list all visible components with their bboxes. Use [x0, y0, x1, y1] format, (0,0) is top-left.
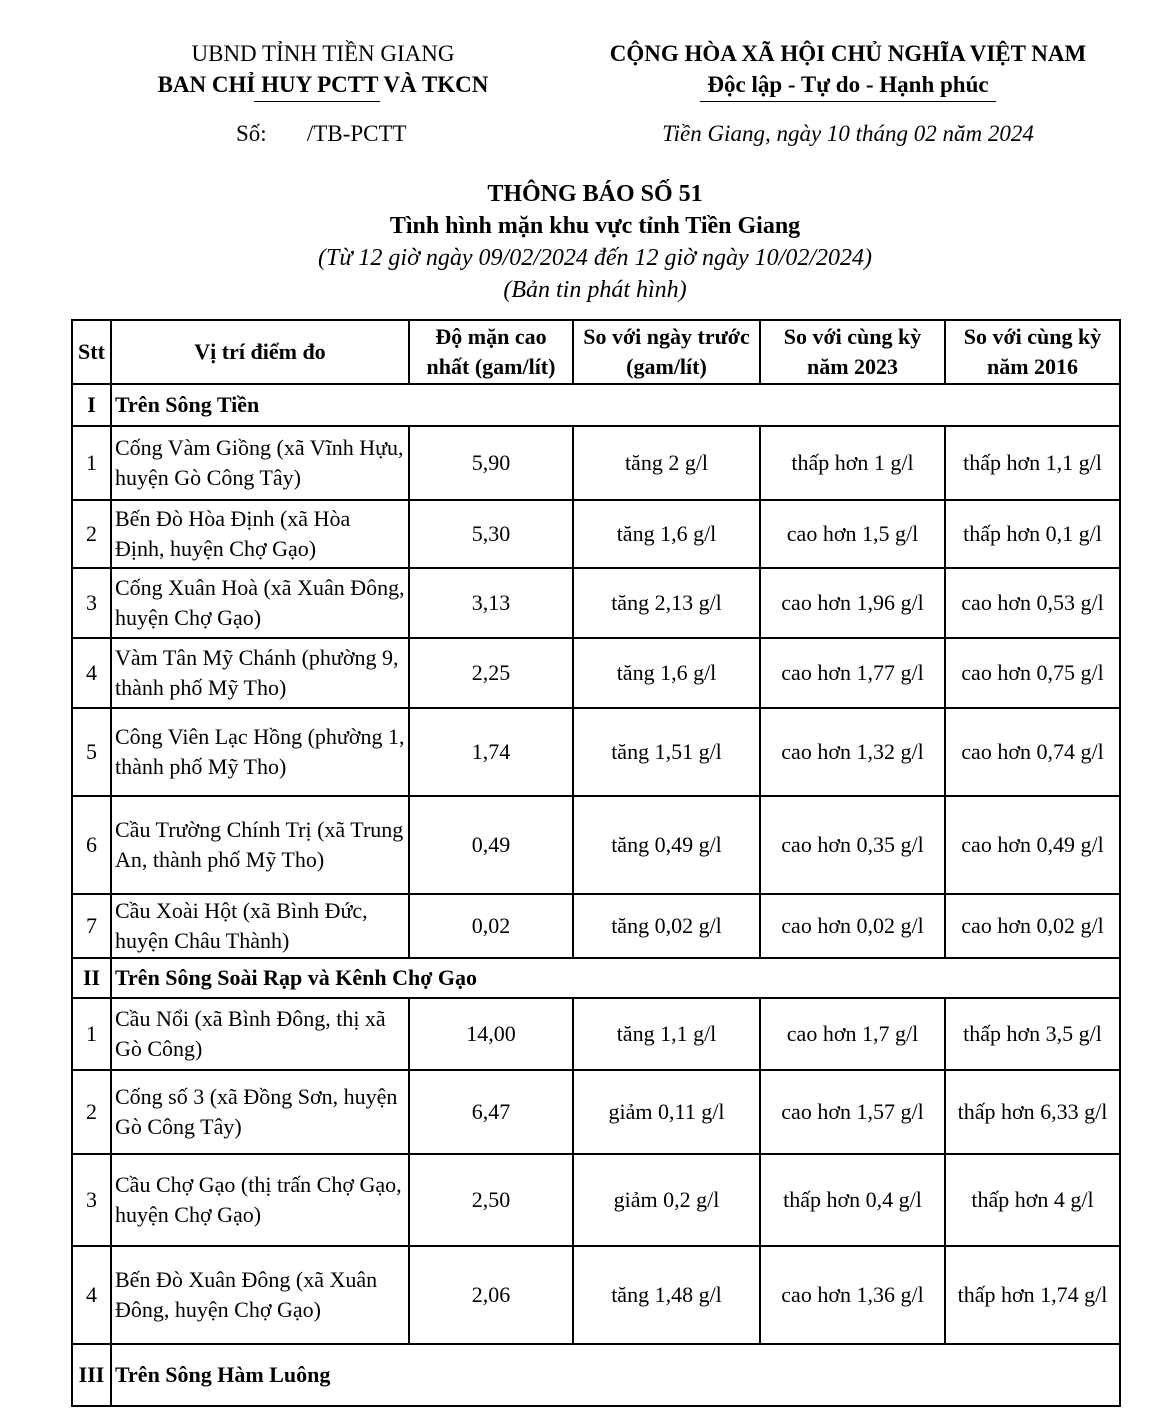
- cell-vs-previous-day: tăng 1,6 g/l: [573, 500, 760, 568]
- table-row: [72, 638, 1120, 708]
- cell-location: Cầu Chợ Gạo (thị trấn Chợ Gạo, huyện Chợ Gạo): [111, 1154, 409, 1246]
- cell-vs-previous-day: tăng 0,02 g/l: [573, 894, 760, 958]
- authority-line-1: UBND TỈNH TIỀN GIANG: [191, 41, 455, 66]
- table-row: [72, 1246, 1120, 1344]
- salinity-table: [71, 319, 1121, 1407]
- table-row: [72, 426, 1120, 500]
- cell-vs-2016: thấp hơn 1,74 g/l: [945, 1246, 1120, 1344]
- document-number: Số: /TB-PCTT: [236, 121, 407, 146]
- cell-stt: 2: [72, 500, 111, 568]
- cell-location: Vàm Tân Mỹ Chánh (phường 9, thành phố Mỹ Tho): [111, 638, 409, 708]
- cell-vs-2016: cao hơn 0,74 g/l: [945, 708, 1120, 796]
- cell-location: Công Viên Lạc Hồng (phường 1, thành phố Mỹ Tho): [111, 708, 409, 796]
- cell-vs-previous-day: giảm 0,2 g/l: [573, 1154, 760, 1246]
- section-row: [72, 958, 1120, 998]
- cell-max-salinity: 5,30: [409, 500, 573, 568]
- cell-stt: 3: [72, 1154, 111, 1246]
- col-header-vs-previous-day: So với ngày trước (gam/lít): [573, 320, 760, 384]
- authority-underline: [254, 101, 380, 102]
- section-number: III: [72, 1344, 111, 1406]
- table-row: [72, 894, 1120, 958]
- cell-vs-2023: cao hơn 1,57 g/l: [760, 1070, 945, 1154]
- cell-vs-2023: cao hơn 0,35 g/l: [760, 796, 945, 894]
- cell-stt: 7: [72, 894, 111, 958]
- table-row: [72, 568, 1120, 638]
- cell-stt: 4: [72, 638, 111, 708]
- cell-vs-2023: cao hơn 1,7 g/l: [760, 998, 945, 1070]
- cell-vs-2016: cao hơn 0,02 g/l: [945, 894, 1120, 958]
- cell-max-salinity: 0,02: [409, 894, 573, 958]
- section-row: [72, 384, 1120, 426]
- motto-underline: [700, 101, 996, 102]
- col-header-location: Vị trí điểm đo: [111, 320, 409, 384]
- cell-vs-previous-day: tăng 1,48 g/l: [573, 1246, 760, 1344]
- notice-edition: (Bản tin phát hình): [503, 277, 687, 303]
- notice-title: THÔNG BÁO SỐ 51: [487, 181, 703, 207]
- cell-vs-2016: cao hơn 0,75 g/l: [945, 638, 1120, 708]
- cell-stt: 3: [72, 568, 111, 638]
- nation-line-2: Độc lập - Tự do - Hạnh phúc: [707, 72, 989, 97]
- cell-vs-previous-day: tăng 1,6 g/l: [573, 638, 760, 708]
- cell-max-salinity: 3,13: [409, 568, 573, 638]
- cell-location: Bến Đò Xuân Đông (xã Xuân Đông, huyện Chợ Gạo): [111, 1246, 409, 1344]
- cell-vs-previous-day: tăng 0,49 g/l: [573, 796, 760, 894]
- cell-vs-2016: thấp hơn 6,33 g/l: [945, 1070, 1120, 1154]
- cell-max-salinity: 1,74: [409, 708, 573, 796]
- table-row: [72, 708, 1120, 796]
- col-header-vs-2023: So với cùng kỳ năm 2023: [760, 320, 945, 384]
- cell-vs-previous-day: tăng 1,51 g/l: [573, 708, 760, 796]
- cell-location: Bến Đò Hòa Định (xã Hòa Định, huyện Chợ Gạo): [111, 500, 409, 568]
- cell-stt: 2: [72, 1070, 111, 1154]
- cell-max-salinity: 0,49: [409, 796, 573, 894]
- cell-location: Cống số 3 (xã Đồng Sơn, huyện Gò Công Tây): [111, 1070, 409, 1154]
- cell-vs-previous-day: tăng 1,1 g/l: [573, 998, 760, 1070]
- cell-max-salinity: 6,47: [409, 1070, 573, 1154]
- issuing-authority: [118, 38, 528, 100]
- section-number: II: [72, 958, 111, 998]
- cell-stt: 4: [72, 1246, 111, 1344]
- cell-location: Cầu Trường Chính Trị (xã Trung An, thành phố Mỹ Tho): [111, 796, 409, 894]
- col-header-max-salinity: Độ mặn cao nhất (gam/lít): [409, 320, 573, 384]
- cell-location: Cầu Nổi (xã Bình Đông, thị xã Gò Công): [111, 998, 409, 1070]
- cell-vs-2016: cao hơn 0,49 g/l: [945, 796, 1120, 894]
- notice-subtitle: Tình hình mặn khu vực tỉnh Tiền Giang: [389, 213, 801, 239]
- table-row: [72, 1154, 1120, 1246]
- cell-location: Cống Xuân Hoà (xã Xuân Đông, huyện Chợ Gạo): [111, 568, 409, 638]
- notice-title-block: [70, 178, 1120, 306]
- cell-max-salinity: 2,06: [409, 1246, 573, 1344]
- authority-line-2: BAN CHỈ HUY PCTT VÀ TKCN: [157, 72, 489, 97]
- table-row: [72, 500, 1120, 568]
- table-row: [72, 1070, 1120, 1154]
- col-header-vs-2016: So với cùng kỳ năm 2016: [945, 320, 1120, 384]
- table-row: [72, 998, 1120, 1070]
- cell-vs-2023: cao hơn 1,77 g/l: [760, 638, 945, 708]
- cell-stt: 1: [72, 998, 111, 1070]
- cell-vs-2016: thấp hơn 1,1 g/l: [945, 426, 1120, 500]
- section-number: I: [72, 384, 111, 426]
- section-title: Trên Sông Hàm Luông: [111, 1344, 1120, 1406]
- cell-vs-2016: thấp hơn 4 g/l: [945, 1154, 1120, 1246]
- cell-max-salinity: 2,50: [409, 1154, 573, 1246]
- notice-period: (Từ 12 giờ ngày 09/02/2024 đến 12 giờ ngày 10/02/2024): [317, 245, 872, 271]
- col-header-stt: Stt: [72, 320, 111, 384]
- cell-stt: 5: [72, 708, 111, 796]
- section-title: Trên Sông Tiền: [111, 384, 1120, 426]
- cell-max-salinity: 14,00: [409, 998, 573, 1070]
- table-row: [72, 796, 1120, 894]
- section-title: Trên Sông Soài Rạp và Kênh Chợ Gạo: [111, 958, 1120, 998]
- cell-vs-2016: thấp hơn 3,5 g/l: [945, 998, 1120, 1070]
- cell-location: Cống Vàm Giồng (xã Vĩnh Hựu, huyện Gò Công Tây): [111, 426, 409, 500]
- cell-max-salinity: 5,90: [409, 426, 573, 500]
- place-and-date: Tiền Giang, ngày 10 tháng 02 năm 2024: [662, 121, 1034, 146]
- cell-location: Cầu Xoài Hột (xã Bình Đức, huyện Châu Thành): [111, 894, 409, 958]
- cell-stt: 6: [72, 796, 111, 894]
- cell-vs-2023: cao hơn 1,32 g/l: [760, 708, 945, 796]
- section-row: [72, 1344, 1120, 1406]
- cell-vs-2023: thấp hơn 0,4 g/l: [760, 1154, 945, 1246]
- cell-vs-previous-day: tăng 2,13 g/l: [573, 568, 760, 638]
- cell-vs-2023: cao hơn 1,96 g/l: [760, 568, 945, 638]
- cell-vs-previous-day: tăng 2 g/l: [573, 426, 760, 500]
- cell-max-salinity: 2,25: [409, 638, 573, 708]
- national-motto: [578, 38, 1118, 100]
- cell-vs-2023: cao hơn 1,36 g/l: [760, 1246, 945, 1344]
- cell-stt: 1: [72, 426, 111, 500]
- cell-vs-2023: cao hơn 1,5 g/l: [760, 500, 945, 568]
- cell-vs-2023: cao hơn 0,02 g/l: [760, 894, 945, 958]
- cell-vs-previous-day: giảm 0,11 g/l: [573, 1070, 760, 1154]
- cell-vs-2016: cao hơn 0,53 g/l: [945, 568, 1120, 638]
- nation-line-1: CỘNG HÒA XÃ HỘI CHỦ NGHĨA VIỆT NAM: [609, 41, 1087, 66]
- cell-vs-2023: thấp hơn 1 g/l: [760, 426, 945, 500]
- table-header-row: [72, 320, 1120, 384]
- cell-vs-2016: thấp hơn 0,1 g/l: [945, 500, 1120, 568]
